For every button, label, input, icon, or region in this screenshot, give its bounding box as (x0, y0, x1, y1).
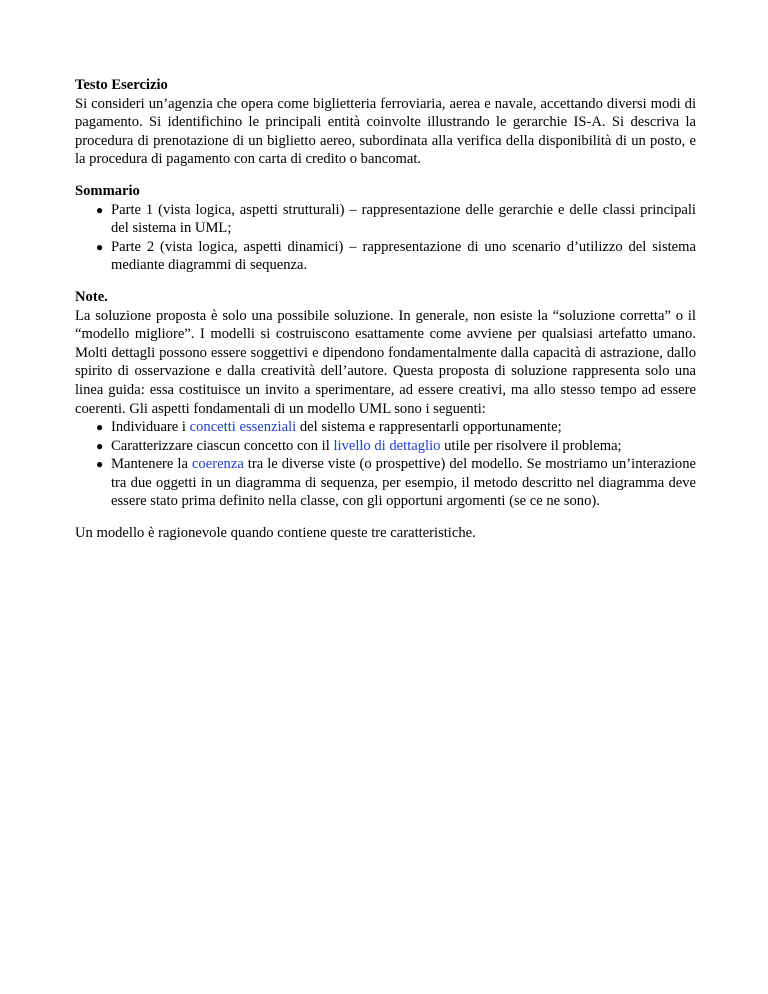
paragraph-note: La soluzione proposta è solo una possibile soluzione. In generale, non esiste la “soluzione corretta” o il “modello migliore”. I modelli si costruiscono esattamente come avviene per qualsiasi artefatto umano. Molti dettagli possono essere soggettivi e dipendono fondamentalmente dalla capacità di astrazione, dallo spirito di osservazione e dalla creatività dell’autore. Questa proposta di soluzione rappresenta solo una linea guida: essa costituisce un invito a sperimentare, ad essere creativi, ma allo stesso tempo ad essere coerenti. Gli aspetti fondamentali di un modello UML sono i seguenti: (75, 307, 696, 417)
section-conclusione (75, 524, 696, 543)
note-list (75, 418, 696, 511)
note-item-1 (75, 418, 696, 437)
note-item-2 (75, 437, 696, 456)
highlight-concetti-essenziali: concetti essenziali (189, 419, 297, 436)
sommario-item-1 (75, 201, 696, 238)
heading-note: Note. (75, 288, 108, 305)
sommario-item-text: Parte 2 (vista logica, aspetti dinamici) – rappresentazione di uno scenario d’utilizzo del sistema mediante diagrammi di sequenza. (111, 238, 696, 274)
sommario-item-text: Parte 1 (vista logica, aspetti strutturali) – rappresentazione delle gerarchie e delle classi principali del sistema in UML; (111, 201, 696, 237)
sommario-list (75, 201, 696, 275)
note-item-text-before: Caratterizzare ciascun concetto con il (111, 437, 334, 454)
note-item-text-after: utile per risolvere il problema; (440, 437, 622, 454)
note-item-3 (75, 455, 696, 511)
bullet-icon: ● (96, 239, 104, 254)
heading-testo-esercizio: Testo Esercizio (75, 77, 168, 93)
note-item-text-after: tra le diverse viste (o prospettive) del modello. Se mostriamo un’interazione tra due oggetti in un diagramma di sequenza, per esempio, il metodo descritto nel diagramma deve essere stato prima definito nella classe, con gli opportuni argomenti (se ce ne sono). (111, 456, 696, 510)
paragraph-conclusione: Un modello è ragionevole quando contiene queste tre caratteristiche. (75, 525, 476, 542)
bullet-icon: ● (96, 457, 104, 472)
sommario-item-2 (75, 238, 696, 275)
bullet-icon: ● (96, 420, 104, 435)
section-note (75, 288, 696, 511)
note-item-text-before: Individuare i (111, 419, 190, 436)
highlight-livello-di-dettaglio: livello di dettaglio (333, 437, 441, 454)
section-testo-esercizio (75, 76, 696, 169)
highlight-coerenza: coerenza (191, 456, 244, 473)
document-page (75, 76, 696, 556)
heading-sommario: Sommario (75, 182, 140, 199)
paragraph-testo-esercizio: Si consideri un’agenzia che opera come biglietteria ferroviaria, aerea e navale, accettando diversi modi di pagamento. Si identifichino le principali entità coinvolte illustrando le gerarchie IS-A. Si descriva la procedura di prenotazione di un biglietto aereo, subordinata alla verifica della disponibilità di un posto, e la procedura di pagamento con carta di credito o bancomat. (75, 95, 696, 168)
section-sommario (75, 182, 696, 275)
note-item-text-before: Mantenere la (111, 456, 192, 473)
note-item-text-after: del sistema e rappresentarli opportunamente; (296, 419, 562, 436)
bullet-icon: ● (96, 202, 104, 217)
bullet-icon: ● (96, 438, 104, 453)
